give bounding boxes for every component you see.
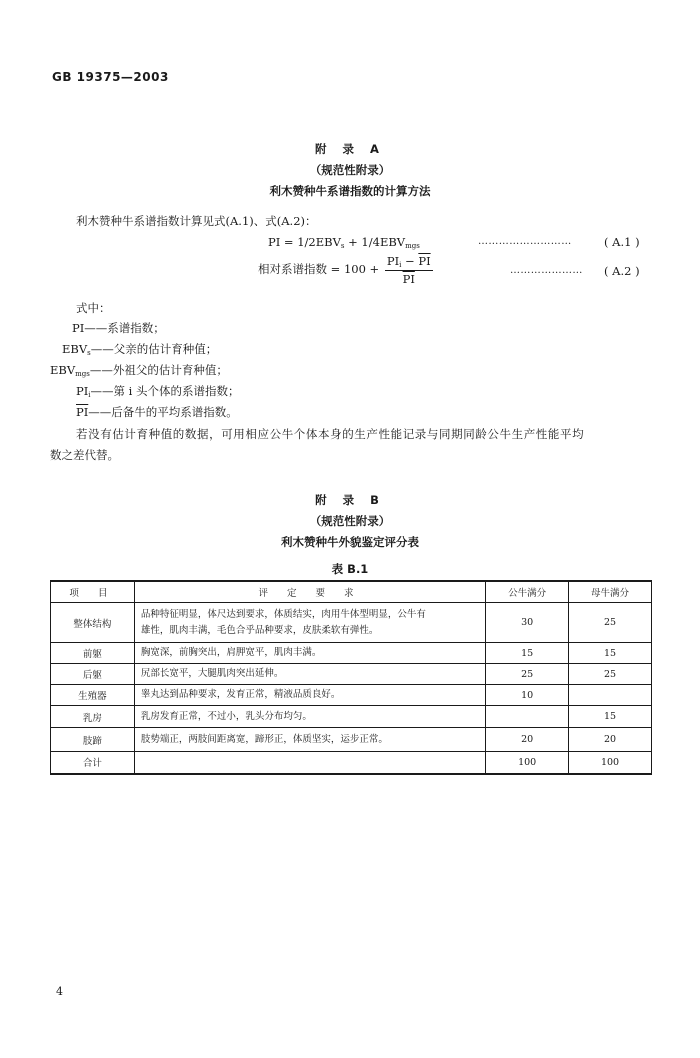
row-bull-score <box>486 706 569 728</box>
row-item: 整体结构 <box>51 603 135 643</box>
formula-a2-minus: − <box>401 254 419 268</box>
table-row <box>51 664 652 685</box>
formula-a1-leader: ……………………… <box>478 236 572 247</box>
appendix-b-label: 附 录 B <box>315 493 385 507</box>
definition-ebv-mgs <box>50 362 228 378</box>
page-number: 4 <box>56 985 63 998</box>
row-cow-score <box>569 685 652 706</box>
formula-a2-fraction <box>385 254 433 286</box>
appendix-b-type: （规范性附录） <box>309 514 391 528</box>
row-item: 后躯 <box>51 664 135 685</box>
row-requirement: 乳房发育正常，不过小，乳头分布均匀。 <box>134 706 485 728</box>
row-cow-score: 100 <box>569 752 652 774</box>
formula-intro: 利木赞种牛系谱指数计算见式(A.1)、式(A.2)： <box>76 214 317 228</box>
header-requirement: 评 定 要 求 <box>134 581 485 603</box>
row-item: 肢蹄 <box>51 728 135 752</box>
definition-subscript: s <box>87 349 91 357</box>
row-requirement: 睾丸达到品种要求，发育正常，精液品质良好。 <box>134 685 485 706</box>
formula-a2-leader: ………………… <box>510 265 583 276</box>
table-row <box>51 706 652 728</box>
row-requirement: 尻部长宽平，大腿肌肉突出延伸。 <box>134 664 485 685</box>
row-requirement: 肢势端正，两肢间距离宽，蹄形正，体质坚实，运步正常。 <box>134 728 485 752</box>
formula-a2-numerator <box>385 254 433 271</box>
formula-a1-number: ( A.1 ) <box>604 235 640 249</box>
standard-number: GB 19375—2003 <box>52 70 169 84</box>
definition-symbol: PI <box>76 384 89 398</box>
appendix-a-title: 利木赞种牛系谱指数的计算方法 <box>269 184 431 198</box>
requirement-line: 雄性，肌肉丰满，毛色合乎品种要求，皮肤柔软有弹性。 <box>140 624 379 636</box>
row-item: 前躯 <box>51 643 135 664</box>
row-bull-score: 25 <box>486 664 569 685</box>
row-cow-score: 15 <box>569 643 652 664</box>
definition-text: ——外祖父的估计育种值； <box>89 363 228 377</box>
row-requirement <box>134 752 485 774</box>
formula-a2-num-sub: i <box>399 261 402 269</box>
row-item: 生殖器 <box>51 685 135 706</box>
row-item: 合计 <box>51 752 135 774</box>
requirement-line: 品种特征明显，体尺达到要求，体质结实，肉用牛体型明显，公牛有 <box>140 608 426 620</box>
row-bull-score: 10 <box>486 685 569 706</box>
row-bull-score: 30 <box>486 603 569 643</box>
header-bull-score: 公牛满分 <box>486 581 569 603</box>
appendix-a-label: 附 录 A <box>315 142 385 156</box>
row-cow-score: 25 <box>569 664 652 685</box>
definition-symbol: EBV <box>50 363 76 377</box>
definition-text: ——系谱指数； <box>84 321 165 335</box>
formula-a1-lhs: PI <box>268 235 281 249</box>
header-item: 项 目 <box>51 581 135 603</box>
header-cow-score: 母牛满分 <box>569 581 652 603</box>
definition-pi-i <box>76 383 240 399</box>
formula-a2 <box>258 254 433 286</box>
row-bull-score: 15 <box>486 643 569 664</box>
appendix-a-type: （规范性附录） <box>309 163 391 177</box>
row-cow-score: 20 <box>569 728 652 752</box>
where-label: 式中： <box>76 301 111 315</box>
definition-text: ——后备牛的平均系谱指数。 <box>88 405 238 419</box>
formula-a2-number: ( A.2 ) <box>604 264 640 278</box>
row-bull-score: 100 <box>486 752 569 774</box>
definition-ebv-s <box>62 341 217 357</box>
table-row <box>51 643 652 664</box>
formula-a1-sub-s: s <box>340 242 345 250</box>
table-caption: 表 B.1 <box>331 562 369 576</box>
row-bull-score: 20 <box>486 728 569 752</box>
table-row <box>51 603 652 643</box>
formula-a2-denominator: PI <box>402 272 415 286</box>
row-cow-score: 15 <box>569 706 652 728</box>
formula-a1-term2: + 1/4EBV <box>344 235 406 249</box>
definition-pi <box>72 320 165 336</box>
table-row-total <box>51 752 652 774</box>
table-row <box>51 728 652 752</box>
definition-pi-bar <box>76 404 238 420</box>
definition-subscript: i <box>88 391 91 399</box>
formula-a1-sub-mgs: mgs <box>405 242 420 250</box>
definition-text: ——父亲的估计育种值； <box>90 342 218 356</box>
appendix-b-title: 利木赞种牛外貌鉴定评分表 <box>281 535 419 549</box>
definition-text: ——第 i 头个体的系谱指数； <box>90 384 240 398</box>
formula-a2-lhs: 相对系谱指数 = 100 + <box>258 262 383 276</box>
note-line-1: 若没有估计育种值的数据，可用相应公牛个体本身的生产性能记录与同期同龄公牛生产性能平均 <box>76 427 585 441</box>
formula-a2-num-pi-bar: $\overline{PI}$ <box>418 254 431 268</box>
definition-symbol: $\overline{PI}$ <box>76 405 89 419</box>
formula-a1-term1: = 1/2EBV <box>280 235 341 249</box>
appearance-score-table <box>50 580 652 775</box>
definition-symbol: EBV <box>62 342 88 356</box>
definition-symbol: PI <box>72 321 85 335</box>
row-item: 乳房 <box>51 706 135 728</box>
table-row <box>51 685 652 706</box>
row-requirement <box>134 603 485 643</box>
table-header-row <box>51 581 652 603</box>
formula-a1 <box>268 235 420 250</box>
note-line-2: 数之差代替。 <box>50 448 119 462</box>
definition-subscript: mgs <box>75 370 90 378</box>
row-requirement: 胸宽深，前胸突出，肩胛宽平，肌肉丰满。 <box>134 643 485 664</box>
row-cow-score: 25 <box>569 603 652 643</box>
formula-a2-num-pi: PI <box>386 254 400 268</box>
